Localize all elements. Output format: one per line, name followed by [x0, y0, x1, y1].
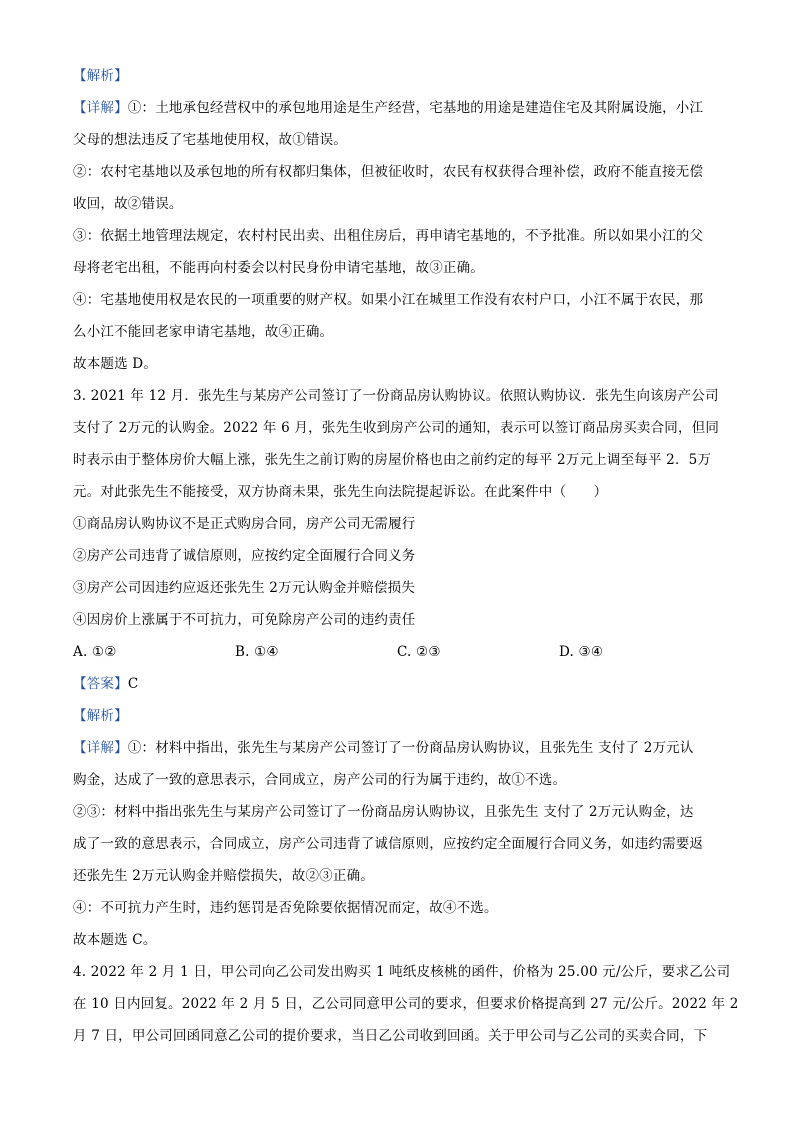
paragraph-line: 成了一致的意思表示，合同成立，房产公司违背了诚信原则，应按约定全面履行合同义务，如违约需要返	[73, 836, 704, 852]
question-4-stem: 4. 2022 年 2 月 1 日，甲公司向乙公司发出购买 1 吨纸皮核桃的函件，价格为 25.00 元/公斤，要求乙公司	[73, 964, 731, 980]
detail-tag: 【详解】	[73, 100, 128, 116]
paragraph-text: ①：土地承包经营权中的承包地用途是生产经营，宅基地的用途是建造住宅及其附属设施，小江	[127, 100, 704, 116]
option-b: B. ①④	[235, 644, 279, 660]
options-row	[73, 642, 724, 662]
conclusion-text: 故本题选 D。	[73, 356, 158, 372]
question-4-stem: 月 7 日，甲公司回函同意乙公司的提价要求，当日乙公司收到回函。关于甲公司与乙公司的买卖合同，下	[73, 1028, 708, 1044]
option-d: D. ③④	[559, 644, 604, 660]
paragraph-line: 母将老宅出租，不能再向村委会以村民身份申请宅基地，故③正确。	[73, 260, 484, 276]
analysis-heading: 【解析】	[73, 708, 128, 724]
question-4-stem: 在 10 日内回复。2022 年 2 月 5 日，乙公司同意甲公司的要求，但要求价格提高到 27 元/公斤。2022 年 2	[73, 996, 739, 1012]
question-3-stem: 时表示由于整体房价大幅上涨，张先生之前订购的房屋价格也由之前约定的每平 2万元上调至每平 2．5万	[73, 452, 712, 468]
paragraph-line: ③：依据土地管理法规定，农村村民出卖、出租住房后，再申请宅基地的，不予批准。所以如果小江的父	[73, 228, 704, 244]
detail-paragraph-1	[73, 98, 724, 118]
paragraph-line: ④：宅基地使用权是农民的一项重要的财产权。如果小江在城里工作没有农村户口，小江不属于农民，那	[73, 292, 704, 308]
paragraph-line: 购金，达成了一致的意思表示，合同成立，房产公司的行为属于违约，故①不选。	[73, 772, 567, 788]
statement-1: ①商品房认购协议不是正式购房合同，房产公司无需履行	[73, 516, 416, 532]
statement-2: ②房产公司违背了诚信原则，应按约定全面履行合同义务	[73, 548, 416, 564]
paragraph-line: 么小江不能回老家申请宅基地，故④正确。	[73, 324, 334, 340]
question-3-stem: 3. 2021 年 12 月．张先生与某房产公司签订了一份商品房认购协议。依照认购协议．张先生向该房产公司	[73, 388, 719, 404]
detail-paragraph-1	[73, 738, 724, 758]
question-3-stem: 元。对此张先生不能接受，双方协商未果，张先生向法院提起诉讼。在此案件中（ ）	[73, 484, 608, 500]
analysis-heading: 【解析】	[73, 68, 128, 84]
conclusion-text: 故本题选 C。	[73, 932, 157, 948]
answer-line	[73, 674, 724, 694]
detail-tag: 【详解】	[73, 740, 128, 756]
paragraph-line: 还张先生 2万元认购金并赔偿损失，故②③正确。	[73, 868, 374, 884]
statement-3: ③房产公司因违约应返还张先生 2万元认购金并赔偿损失	[73, 580, 416, 596]
answer-value: C	[127, 676, 139, 692]
option-c: C. ②③	[397, 644, 441, 660]
paragraph-line: 父母的想法违反了宅基地使用权，故①错误。	[73, 132, 347, 148]
answer-tag: 【答案】	[73, 676, 128, 692]
statement-4: ④因房价上涨属于不可抗力，可免除房产公司的违约责任	[73, 612, 416, 628]
paragraph-text: ①：材料中指出，张先生与某房产公司签订了一份商品房认购协议，且张先生 支付了 2万元认	[127, 740, 694, 756]
question-3-stem: 支付了 2万元的认购金。2022 年 6 月，张先生收到房产公司的通知，表示可以签订商品房买卖合同，但同	[73, 420, 720, 436]
paragraph-line: 收回，故②错误。	[73, 196, 183, 212]
paragraph-line: ②③：材料中指出张先生与某房产公司签订了一份商品房认购协议，且张先生 支付了 2万元认购金，达	[73, 804, 694, 820]
paragraph-line: ②：农村宅基地以及承包地的所有权都归集体，但被征收时，农民有权获得合理补偿，政府不能直接无偿	[73, 164, 704, 180]
paragraph-line: ④：不可抗力产生时，违约惩罚是否免除要依据情况而定，故④不选。	[73, 900, 498, 916]
option-a: A. ①②	[73, 644, 117, 660]
